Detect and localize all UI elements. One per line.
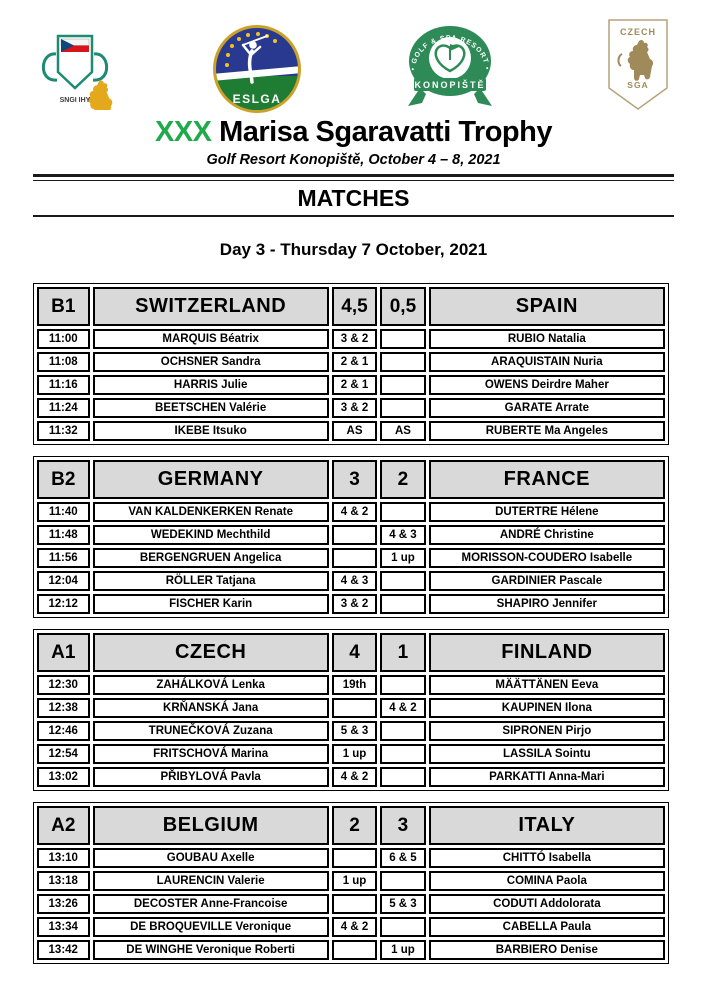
team-left-score: 3	[332, 460, 377, 499]
match-row	[37, 329, 665, 349]
czech-golf-crest-icon	[36, 24, 114, 110]
player-right: GARATE Arrate	[429, 398, 665, 418]
team-left-name: SWITZERLAND	[93, 287, 329, 326]
player-left: BERGENGRUEN Angelica	[93, 548, 329, 568]
player-left: TRUNEČKOVÁ Zuzana	[93, 721, 329, 741]
player-left: BEETSCHEN Valérie	[93, 398, 329, 418]
tee-time: 13:26	[37, 894, 90, 914]
player-right: MÄÄTTÄNEN Eeva	[429, 675, 665, 695]
player-right: BARBIERO Denise	[429, 940, 665, 960]
section-heading: MATCHES	[297, 185, 410, 211]
team-left-score: 4	[332, 633, 377, 672]
result-right	[380, 352, 425, 372]
player-right: CHITTÓ Isabella	[429, 848, 665, 868]
player-left: GOUBAU Axelle	[93, 848, 329, 868]
eslga-label: ESLGA	[232, 92, 282, 106]
team-right-name: ITALY	[429, 806, 665, 845]
result-left: 4 & 3	[332, 571, 377, 591]
team-right-score: 3	[380, 806, 425, 845]
match-row	[37, 894, 665, 914]
result-right	[380, 502, 425, 522]
match-row	[37, 594, 665, 614]
table-header-row	[37, 460, 665, 499]
tee-time: 13:18	[37, 871, 90, 891]
result-left	[332, 525, 377, 545]
player-left: KRŇANSKÁ Jana	[93, 698, 329, 718]
player-left: MARQUIS Béatrix	[93, 329, 329, 349]
result-left: 3 & 2	[332, 329, 377, 349]
divider	[33, 174, 674, 177]
result-right: 6 & 5	[380, 848, 425, 868]
match-row	[37, 871, 665, 891]
result-left	[332, 548, 377, 568]
player-left: WEDEKIND Mechthild	[93, 525, 329, 545]
match-table-b1	[33, 283, 669, 445]
konopiste-banner-text: KONOPIŠTĚ	[414, 80, 486, 90]
result-right	[380, 767, 425, 787]
title-text: Marisa Sgaravatti Trophy	[211, 116, 552, 148]
result-left: 19th	[332, 675, 377, 695]
result-right: 4 & 3	[380, 525, 425, 545]
team-left-score: 4,5	[332, 287, 377, 326]
result-left	[332, 848, 377, 868]
result-right: 5 & 3	[380, 894, 425, 914]
team-right-score: 0,5	[380, 287, 425, 326]
player-right: DUTERTRE Hélene	[429, 502, 665, 522]
result-left: 2 & 1	[332, 352, 377, 372]
tee-time: 11:16	[37, 375, 90, 395]
result-right	[380, 594, 425, 614]
result-left	[332, 698, 377, 718]
konopiste-ring-text: • GOLF & SPA RESORT •	[409, 34, 491, 71]
crest-caption: SNGI IHY	[59, 97, 91, 104]
player-right: RUBERTE Ma Angeles	[429, 421, 665, 441]
player-right: COMINA Paola	[429, 871, 665, 891]
tee-time: 11:00	[37, 329, 90, 349]
czech-sga-pennant-icon	[606, 18, 670, 112]
player-right: ANDRÉ Christine	[429, 525, 665, 545]
result-left	[332, 940, 377, 960]
result-right	[380, 871, 425, 891]
player-right: PARKATTI Anna-Mari	[429, 767, 665, 787]
match-row	[37, 421, 665, 441]
tee-time: 12:04	[37, 571, 90, 591]
player-right: LASSILA Sointu	[429, 744, 665, 764]
result-right	[380, 721, 425, 741]
result-left	[332, 894, 377, 914]
result-right	[380, 329, 425, 349]
player-right: GARDINIER Pascale	[429, 571, 665, 591]
result-right: AS	[380, 421, 425, 441]
match-row	[37, 848, 665, 868]
result-left: 1 up	[332, 744, 377, 764]
flight-id: B1	[37, 287, 90, 326]
konopiste-resort-logo-icon	[398, 20, 502, 114]
match-row	[37, 744, 665, 764]
match-row	[37, 502, 665, 522]
player-left: RÖLLER Tatjana	[93, 571, 329, 591]
match-row	[37, 698, 665, 718]
player-left: LAURENCIN Valerie	[93, 871, 329, 891]
result-left: 3 & 2	[332, 398, 377, 418]
match-row	[37, 525, 665, 545]
tee-time: 11:40	[37, 502, 90, 522]
player-right: SHAPIRO Jennifer	[429, 594, 665, 614]
player-left: IKEBE Itsuko	[93, 421, 329, 441]
tee-time: 12:46	[37, 721, 90, 741]
player-left: VAN KALDENKERKEN Renate	[93, 502, 329, 522]
tee-time: 13:34	[37, 917, 90, 937]
tee-time: 12:54	[37, 744, 90, 764]
tee-time: 12:38	[37, 698, 90, 718]
day-heading: Day 3 - Thursday 7 October, 2021	[219, 240, 488, 259]
team-right-name: FINLAND	[429, 633, 665, 672]
tee-time: 11:24	[37, 398, 90, 418]
match-row	[37, 352, 665, 372]
team-left-name: BELGIUM	[93, 806, 329, 845]
divider	[33, 215, 674, 217]
result-left: AS	[332, 421, 377, 441]
flight-id: A2	[37, 806, 90, 845]
result-right: 1 up	[380, 940, 425, 960]
match-row	[37, 917, 665, 937]
result-right	[380, 744, 425, 764]
player-right: ARAQUISTAIN Nuria	[429, 352, 665, 372]
logo-strip	[0, 0, 707, 112]
result-left: 4 & 2	[332, 502, 377, 522]
player-right: CABELLA Paula	[429, 917, 665, 937]
czech-flag-icon	[61, 39, 89, 52]
player-right: CODUTI Addolorata	[429, 894, 665, 914]
team-right-name: FRANCE	[429, 460, 665, 499]
result-left: 4 & 2	[332, 917, 377, 937]
result-right	[380, 917, 425, 937]
tee-time: 13:02	[37, 767, 90, 787]
result-right: 1 up	[380, 548, 425, 568]
tee-time: 11:08	[37, 352, 90, 372]
player-left: DE WINGHE Veronique Roberti	[93, 940, 329, 960]
player-left: DE BROQUEVILLE Veronique	[93, 917, 329, 937]
match-table-a2	[33, 802, 669, 964]
table-header-row	[37, 287, 665, 326]
player-right: SIPRONEN Pirjo	[429, 721, 665, 741]
page-subtitle: Golf Resort Konopiště, October 4 – 8, 2021	[206, 152, 501, 168]
tee-time: 12:12	[37, 594, 90, 614]
player-left: DECOSTER Anne-Francoise	[93, 894, 329, 914]
match-row	[37, 767, 665, 787]
sga-top-label: CZECH	[620, 27, 656, 37]
player-left: OCHSNER Sandra	[93, 352, 329, 372]
match-row	[37, 721, 665, 741]
team-left-score: 2	[332, 806, 377, 845]
result-left: 1 up	[332, 871, 377, 891]
eslga-logo-icon	[212, 24, 302, 114]
player-right: MORISSON-COUDERO Isabelle	[429, 548, 665, 568]
player-right: RUBIO Natalia	[429, 329, 665, 349]
tee-time: 13:10	[37, 848, 90, 868]
flight-id: A1	[37, 633, 90, 672]
divider	[33, 180, 674, 181]
table-header-row	[37, 806, 665, 845]
tee-time: 12:30	[37, 675, 90, 695]
player-left: PŘIBYLOVÁ Pavla	[93, 767, 329, 787]
tee-time: 13:42	[37, 940, 90, 960]
match-row	[37, 398, 665, 418]
table-header-row	[37, 633, 665, 672]
match-table-a1	[33, 629, 669, 791]
team-left-name: CZECH	[93, 633, 329, 672]
matches-band	[33, 174, 674, 217]
result-left: 5 & 3	[332, 721, 377, 741]
result-left: 4 & 2	[332, 767, 377, 787]
sga-bottom-label: SGA	[627, 80, 649, 90]
player-right: OWENS Deirdre Maher	[429, 375, 665, 395]
player-left: FISCHER Karin	[93, 594, 329, 614]
team-right-score: 1	[380, 633, 425, 672]
tee-time: 11:56	[37, 548, 90, 568]
result-right	[380, 571, 425, 591]
result-right	[380, 398, 425, 418]
match-row	[37, 940, 665, 960]
player-left: HARRIS Julie	[93, 375, 329, 395]
result-right	[380, 675, 425, 695]
result-left: 3 & 2	[332, 594, 377, 614]
result-right	[380, 375, 425, 395]
tee-time: 11:48	[37, 525, 90, 545]
flight-id: B2	[37, 460, 90, 499]
title-edition: XXX	[155, 116, 212, 148]
player-left: ZAHÁLKOVÁ Lenka	[93, 675, 329, 695]
match-table-b2	[33, 456, 669, 618]
team-right-score: 2	[380, 460, 425, 499]
tee-time: 11:32	[37, 421, 90, 441]
player-left: FRITSCHOVÁ Marina	[93, 744, 329, 764]
team-left-name: GERMANY	[93, 460, 329, 499]
result-left: 2 & 1	[332, 375, 377, 395]
match-row	[37, 571, 665, 591]
page-title	[0, 114, 707, 150]
match-row	[37, 375, 665, 395]
match-row	[37, 548, 665, 568]
result-right: 4 & 2	[380, 698, 425, 718]
team-right-name: SPAIN	[429, 287, 665, 326]
player-right: KAUPINEN Ilona	[429, 698, 665, 718]
match-row	[37, 675, 665, 695]
